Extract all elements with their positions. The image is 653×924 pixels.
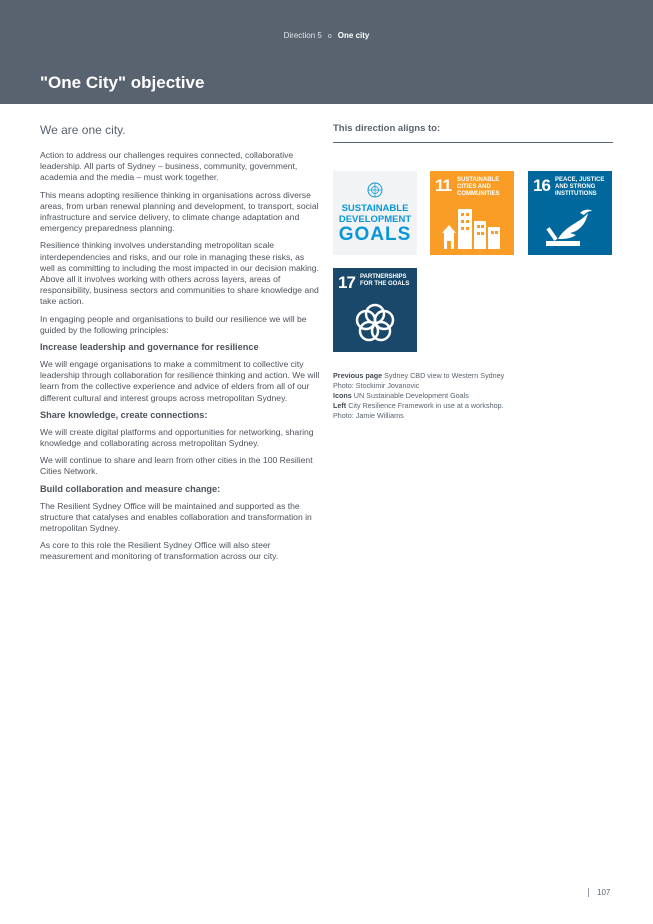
un-emblem-icon bbox=[367, 182, 383, 198]
sdg-goal-17-tile bbox=[333, 268, 417, 352]
sdg-logo-line3: GOALS bbox=[338, 224, 412, 245]
caption-icons: Icons UN Sustainable Development Goals bbox=[333, 391, 469, 400]
dove-gavel-icon bbox=[540, 205, 600, 249]
goal-label: SUSTAINABLE CITIES AND COMMUNITIES bbox=[457, 177, 500, 197]
alignment-column bbox=[333, 123, 613, 143]
caption-left: Left City Resilience Framework in use at a workshop. bbox=[333, 401, 504, 410]
caption-photo-credit: Photo: Stockimir Jovanovic bbox=[333, 381, 420, 390]
breadcrumb-current: One city bbox=[337, 31, 370, 40]
aligns-heading: This direction aligns to: bbox=[333, 123, 613, 143]
paragraph: We will engage organisations to make a commitment to collective city leadership through collaboration for resilience thinking and action. We will learn from the collective experience and advice of elders from all of our different cultural and interest groups across metropolitan Sydney. bbox=[40, 359, 320, 403]
goal-number: 17 bbox=[338, 273, 355, 292]
main-text-column bbox=[40, 123, 321, 569]
principle-heading: Increase leadership and governance for resilience bbox=[40, 342, 259, 353]
principle-heading: Build collaboration and measure change: bbox=[40, 483, 221, 494]
sdg-goal-11-tile bbox=[430, 171, 514, 255]
paragraph: This means adopting resilience thinking in organisations across diverse areas, from urban renewal planning and development, to transport, social infrastructure and service delivery, to climate change adaptation and emergency preparedness planning. bbox=[40, 189, 319, 234]
caption-previous-page: Previous page Sydney CBD view to Western Sydney bbox=[333, 371, 505, 380]
page-number: 107 bbox=[597, 888, 611, 897]
intro-statement: We are one city. bbox=[40, 123, 126, 137]
goal-label: PEACE, JUSTICE AND STRONG INSTITUTIONS bbox=[555, 177, 605, 197]
breadcrumb bbox=[0, 31, 653, 40]
paragraph: As core to this role the Resilient Sydney Office will also steer measurement and monitoring of transformation across our city. bbox=[40, 540, 279, 562]
breadcrumb-separator: o bbox=[327, 33, 332, 40]
sdg-goal-16-tile bbox=[528, 171, 612, 255]
page-header bbox=[0, 0, 653, 104]
goal-number: 11 bbox=[435, 176, 451, 195]
goal-label: PARTNERSHIPS FOR THE GOALS bbox=[360, 274, 410, 287]
principle-heading: Share knowledge, create connections: bbox=[40, 409, 208, 420]
breadcrumb-section: Direction 5 bbox=[283, 31, 322, 40]
sdg-logo-line2: DEVELOPMENT bbox=[338, 214, 412, 225]
page-title: "One City" objective bbox=[40, 73, 205, 92]
paragraph: Resilience thinking involves understanding metropolitan scale interdependencies and risks, and our role in managing these risks, as well as committing to including the most impacted in our decision making. Above all it involves working with others across layers, areas of responsibility, business sectors and communities to share knowledge and take action. bbox=[40, 240, 319, 307]
paragraph: Action to address our challenges requires connected, collaborative leadership. All parts of Sydney – business, community, government, academia and the media – must work together. bbox=[40, 150, 298, 183]
paragraph: In engaging people and organisations to build our resilience we will be guided by the following principles: bbox=[40, 313, 307, 335]
page-footer bbox=[588, 888, 610, 897]
paragraph: We will continue to share and learn from other cities in the 100 Resilient Cities Network. bbox=[40, 455, 313, 477]
paragraph: The Resilient Sydney Office will be maintained and supported as the structure that catalyses and enables collaboration and transformation in metropolitan Sydney. bbox=[40, 500, 312, 534]
sdg-logo-tile bbox=[333, 171, 417, 255]
paragraph: We will create digital platforms and opportunities for networking, sharing knowledge and collaborating across metropolitan Sydney. bbox=[40, 426, 314, 449]
goal-number: 16 bbox=[533, 176, 550, 195]
city-buildings-icon bbox=[442, 205, 502, 249]
interlocking-rings-icon bbox=[350, 298, 400, 348]
sdg-logo-line1: SUSTAINABLE bbox=[341, 203, 409, 214]
caption-photo-credit: Photo: Jamie Williams bbox=[333, 411, 404, 420]
photo-captions bbox=[333, 371, 623, 421]
footer-divider bbox=[588, 888, 589, 897]
